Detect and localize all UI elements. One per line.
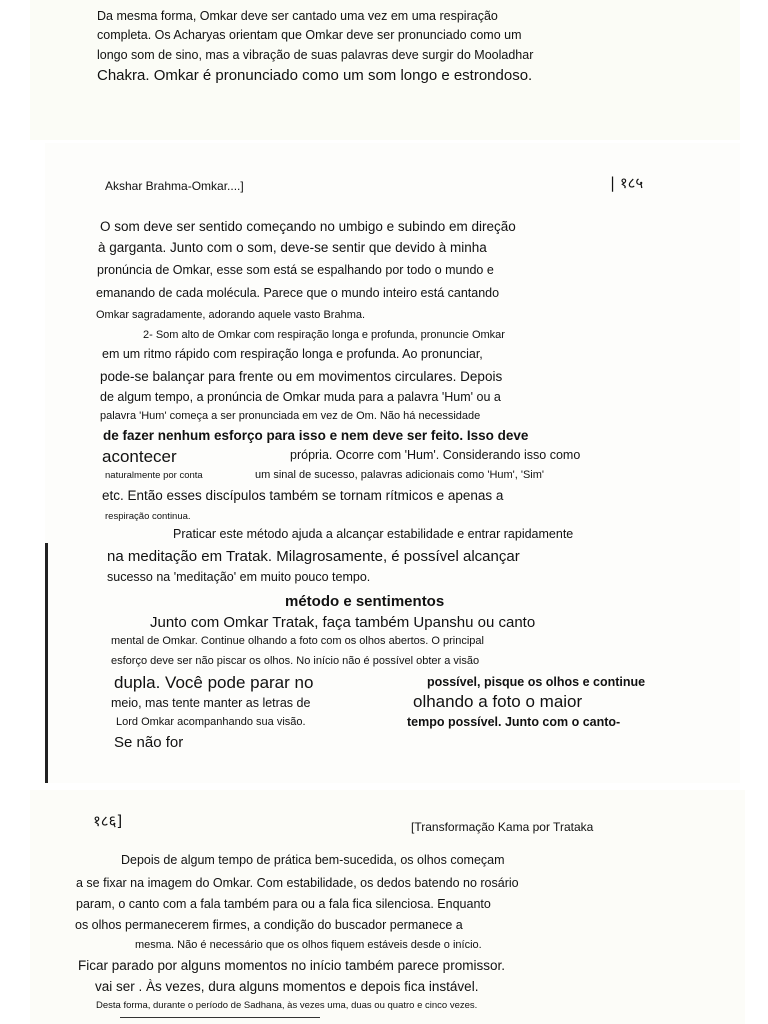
text-line: esforço deve ser não piscar os olhos. No início não é possível obter a visão [111, 655, 480, 667]
text-line: um sinal de sucesso, palavras adicionais como 'Hum', 'Sim' [255, 469, 545, 481]
page-fragment-top [30, 0, 740, 140]
text-line: emanando de cada molécula. Parece que o mundo inteiro está cantando [96, 286, 500, 300]
text-line: mental de Omkar. Continue olhando a foto com os olhos abertos. O principal [111, 635, 484, 647]
text-line: tempo possível. Junto com o canto- [407, 715, 621, 729]
text-line: mesma. Não é necessário que os olhos fiquem estáveis desde o início. [135, 939, 482, 951]
text-line: etc. Então esses discípulos também se tornam rítmicos e apenas a [102, 488, 504, 503]
text-line: Desta forma, durante o período de Sadhana, às vezes uma, duas ou quatro e cinco vezes. [96, 1000, 478, 1011]
binding-shadow [45, 543, 48, 783]
text-line: Da mesma forma, Omkar deve ser cantado uma vez em uma respiração [97, 9, 498, 23]
page-fragment-bottom [30, 790, 745, 1024]
text-line: em um ritmo rápido com respiração longa e profunda. Ao pronunciar, [102, 347, 483, 361]
text-line: Lord Omkar acompanhando sua visão. [116, 716, 306, 728]
text-line: meio, mas tente manter as letras de [111, 696, 311, 710]
text-line: possível, pisque os olhos e continue [427, 675, 646, 689]
text-line: 2- Som alto de Omkar com respiração longa e profunda, pronuncie Omkar [143, 329, 505, 341]
running-header: [Transformação Kama por Trataka [411, 820, 594, 834]
text-line: O som deve ser sentido começando no umbigo e subindo em direção [100, 219, 516, 234]
text-line: na meditação em Tratak. Milagrosamente, é possível alcançar [107, 548, 520, 565]
text-line: Junto com Omkar Tratak, faça também Upanshu ou canto [150, 614, 536, 631]
text-line: respiração continua. [105, 511, 191, 522]
text-line: à garganta. Junto com o som, deve-se sentir que devido à minha [98, 240, 487, 255]
text-line: sucesso na 'meditação' em muito pouco tempo. [107, 570, 371, 584]
page-number: १८६] [93, 812, 123, 830]
text-line: pode-se balançar para frente ou em movimentos circulares. Depois [100, 369, 503, 384]
section-heading: método e sentimentos [285, 593, 445, 610]
text-line: acontecer [102, 447, 177, 466]
text-line: Depois de algum tempo de prática bem-sucedida, os olhos começam [121, 853, 505, 867]
page-fragment-middle [45, 143, 740, 783]
text-line: completa. Os Acharyas orientam que Omkar deve ser pronunciado como um [97, 28, 522, 42]
text-line: olhando a foto o maior [413, 692, 583, 711]
running-header: Akshar Brahma-Omkar....] [105, 179, 244, 193]
text-line: dupla. Você pode parar no [114, 673, 314, 692]
text-line: a se fixar na imagem do Omkar. Com estabilidade, os dedos batendo no rosário [76, 876, 519, 890]
text-line: própria. Ocorre com 'Hum'. Considerando isso como [290, 448, 581, 462]
text-line: os olhos permanecerem firmes, a condição do buscador permanece a [75, 918, 463, 932]
page-number: | १८५ [610, 174, 644, 192]
text-line: naturalmente por conta [105, 470, 203, 481]
text-line: de algum tempo, a pronúncia de Omkar muda para a palavra 'Hum' ou a [100, 390, 501, 404]
footnote-rule [120, 1017, 320, 1018]
text-line: longo som de sino, mas a vibração de suas palavras deve surgir do Mooladhar [97, 48, 534, 62]
text-line: de fazer nenhum esforço para isso e nem deve ser feito. Isso deve [103, 428, 529, 443]
text-line: pronúncia de Omkar, esse som está se espalhando por todo o mundo e [97, 263, 494, 277]
text-line: vai ser . Às vezes, dura alguns momentos e depois fica instável. [95, 979, 479, 994]
text-line: Praticar este método ajuda a alcançar estabilidade e entrar rapidamente [173, 527, 574, 541]
text-line: Chakra. Omkar é pronunciado como um som longo e estrondoso. [97, 67, 533, 84]
text-line: Omkar sagradamente, adorando aquele vasto Brahma. [96, 309, 366, 321]
text-line: palavra 'Hum' começa a ser pronunciada em vez de Om. Não há necessidade [100, 410, 481, 422]
text-line: param, o canto com a fala também para ou a fala fica silenciosa. Enquanto [76, 897, 491, 911]
text-line: Ficar parado por alguns momentos no início também parece promissor. [78, 958, 505, 973]
text-line: Se não for [114, 734, 184, 751]
